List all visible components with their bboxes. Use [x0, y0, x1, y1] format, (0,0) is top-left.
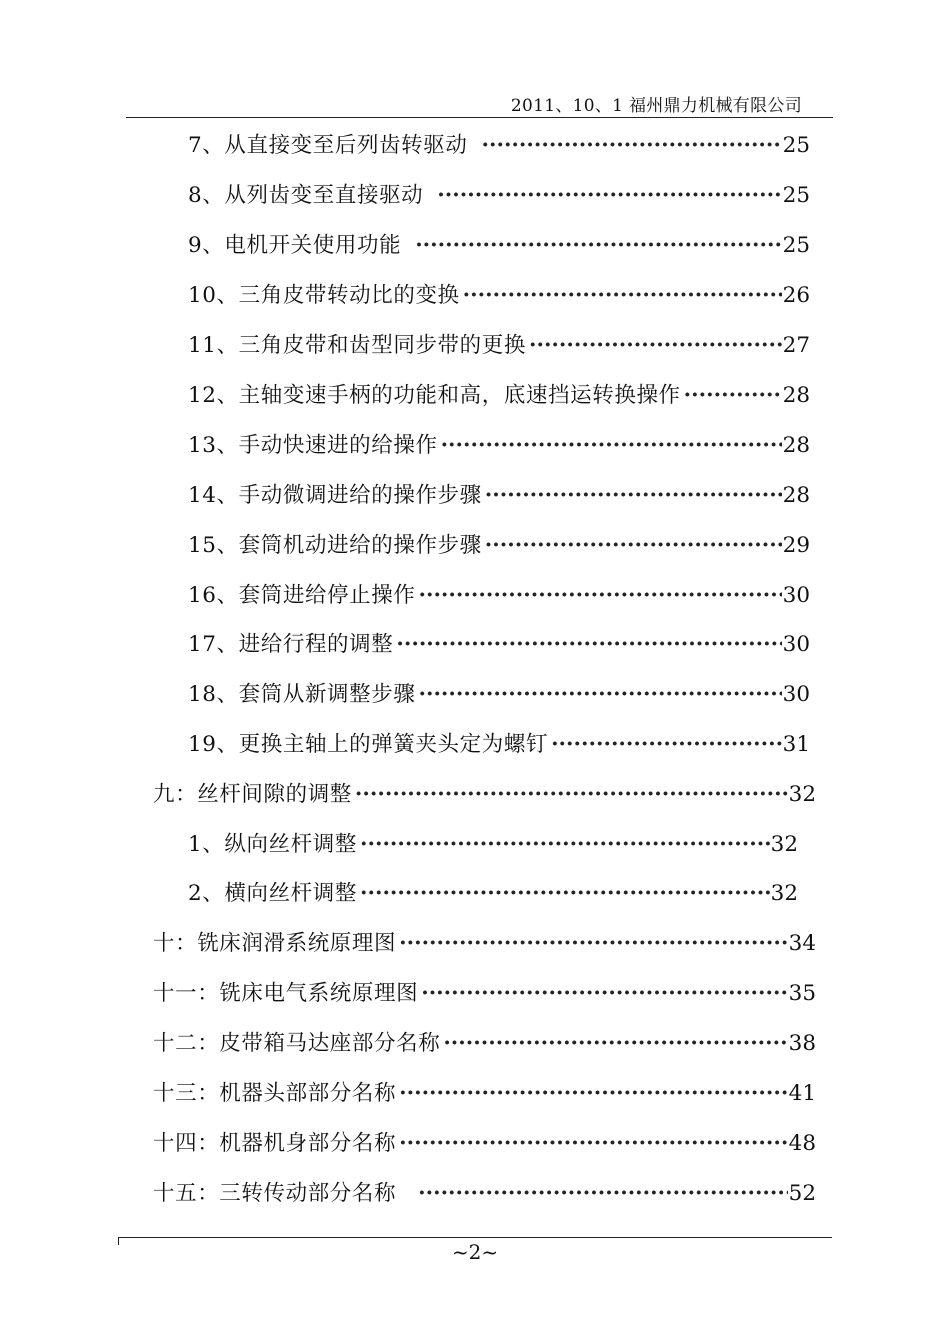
- toc-leader-dots: [399, 931, 788, 956]
- toc-entry-page: 25: [782, 133, 810, 158]
- toc-leader-dots: [418, 583, 781, 608]
- toc-entry[interactable]: [188, 827, 798, 858]
- toc-entry-title: 十：铣床润滑系统原理图: [153, 931, 397, 956]
- toc-leader-dots: [396, 632, 781, 657]
- toc-entry-page: 38: [788, 1031, 816, 1056]
- toc-entry[interactable]: [188, 677, 810, 708]
- toc-leader-dots: [437, 183, 781, 208]
- toc-entry[interactable]: [188, 528, 810, 559]
- toc-entry[interactable]: [188, 727, 810, 758]
- toc-leader-dots: [360, 881, 770, 906]
- toc-entry-page: 32: [770, 881, 798, 906]
- toc-entry-title: 18、套筒从新调整步骤: [188, 682, 416, 707]
- toc-leader-dots: [418, 682, 781, 707]
- toc-entry-page: 48: [788, 1131, 816, 1156]
- toc-entry-title: 十二：皮带箱马达座部分名称: [153, 1031, 441, 1056]
- toc-entry-title: 9、电机开关使用功能: [188, 233, 402, 258]
- toc-entry[interactable]: [188, 228, 810, 259]
- toc-entry-page: 26: [782, 283, 810, 308]
- toc-leader-dots: [421, 981, 787, 1006]
- toc-entry-page: 30: [782, 632, 810, 657]
- toc-entry-page: 32: [788, 782, 816, 807]
- toc-entry-page: 25: [782, 233, 810, 258]
- toc-entry-title: 8、从列齿变至直接驱动: [188, 183, 424, 208]
- toc-chapter-entry[interactable]: [153, 1126, 816, 1157]
- toc-entry-page: 34: [788, 931, 816, 956]
- toc-entry[interactable]: [188, 627, 810, 658]
- toc-entry-page: 31: [782, 732, 810, 757]
- toc-entry-page: 25: [782, 183, 810, 208]
- toc-leader-dots: [463, 283, 782, 308]
- toc-leader-dots: [441, 433, 782, 458]
- toc-entry-title: 10、三角皮带转动比的变换: [188, 283, 460, 308]
- toc-entry-title: 13、手动快速进的给操作: [188, 433, 438, 458]
- toc-entry-title: 十五：三转传动部分名称: [153, 1181, 397, 1206]
- toc-leader-dots: [415, 233, 781, 258]
- page-number: ~2~: [451, 1240, 499, 1264]
- toc-entry-page: 30: [782, 682, 810, 707]
- toc-entry-page: 29: [782, 533, 810, 558]
- toc-entry[interactable]: [188, 428, 810, 459]
- toc-entry-title: 17、进给行程的调整: [188, 632, 394, 657]
- toc-leader-dots: [481, 133, 781, 158]
- toc-leader-dots: [355, 782, 788, 807]
- toc-chapter-entry[interactable]: [153, 926, 816, 957]
- footer-rule: [118, 1237, 832, 1238]
- toc-entry-page: 27: [782, 333, 810, 358]
- toc-entry[interactable]: [188, 178, 810, 209]
- toc-entry-title: 7、从直接变至后列齿转驱动: [188, 133, 468, 158]
- toc-chapter-entry[interactable]: [153, 777, 816, 808]
- toc-leader-dots: [485, 533, 782, 558]
- toc-leader-dots: [684, 383, 782, 408]
- toc-entry-page: 28: [782, 383, 810, 408]
- toc-entry-title: 十四：机器机身部分名称: [153, 1131, 397, 1156]
- toc-chapter-entry[interactable]: [153, 1176, 816, 1207]
- toc-entry-title: 1、纵向丝杆调整: [188, 832, 357, 857]
- toc-chapter-entry[interactable]: [153, 976, 816, 1007]
- toc-entry-page: 32: [770, 832, 798, 857]
- toc-entry-page: 52: [788, 1181, 816, 1206]
- toc-entry-title: 十三：机器头部部分名称: [153, 1081, 397, 1106]
- toc-leader-dots: [399, 1081, 788, 1106]
- toc-entry-page: 35: [788, 981, 816, 1006]
- toc-leader-dots: [551, 732, 782, 757]
- toc-leader-dots: [529, 333, 782, 358]
- toc-chapter-entry[interactable]: [153, 1026, 816, 1057]
- toc-entry[interactable]: [188, 876, 798, 907]
- toc-entry-title: 11、三角皮带和齿型同步带的更换: [188, 333, 526, 358]
- toc-leader-dots: [418, 1181, 788, 1206]
- page-header-text: 2011、10、1 福州鼎力机械有限公司: [510, 96, 802, 116]
- toc-entry[interactable]: [188, 328, 810, 359]
- toc-entry-page: 30: [782, 583, 810, 608]
- toc-leader-dots: [443, 1031, 787, 1056]
- toc-leader-dots: [360, 832, 770, 857]
- toc-entry-title: 九：丝杆间隙的调整: [153, 782, 352, 807]
- toc-leader-dots: [399, 1131, 788, 1156]
- toc-entry-title: 16、套筒进给停止操作: [188, 583, 416, 608]
- toc-entry-title: 19、更换主轴上的弹簧夹头定为螺钉: [188, 732, 549, 757]
- header-rule: [126, 117, 833, 118]
- toc-entry[interactable]: [188, 278, 810, 309]
- toc-entry[interactable]: [188, 378, 810, 409]
- toc-chapter-entry[interactable]: [153, 1076, 816, 1107]
- toc-entry[interactable]: [188, 578, 810, 609]
- toc-entry[interactable]: [188, 128, 810, 159]
- toc-leader-dots: [485, 483, 782, 508]
- toc-entry-page: 28: [782, 483, 810, 508]
- toc-entry-page: 41: [788, 1081, 816, 1106]
- toc-entry-title: 十一：铣床电气系统原理图: [153, 981, 419, 1006]
- toc-entry-title: 2、横向丝杆调整: [188, 881, 357, 906]
- toc-entry-title: 15、套筒机动进给的操作步骤: [188, 533, 482, 558]
- toc-entry-page: 28: [782, 433, 810, 458]
- toc-entry[interactable]: [188, 478, 810, 509]
- toc-entry-title: 12、主轴变速手柄的功能和高，底速挡运转换操作: [188, 383, 681, 408]
- toc-entry-title: 14、手动微调进给的操作步骤: [188, 483, 482, 508]
